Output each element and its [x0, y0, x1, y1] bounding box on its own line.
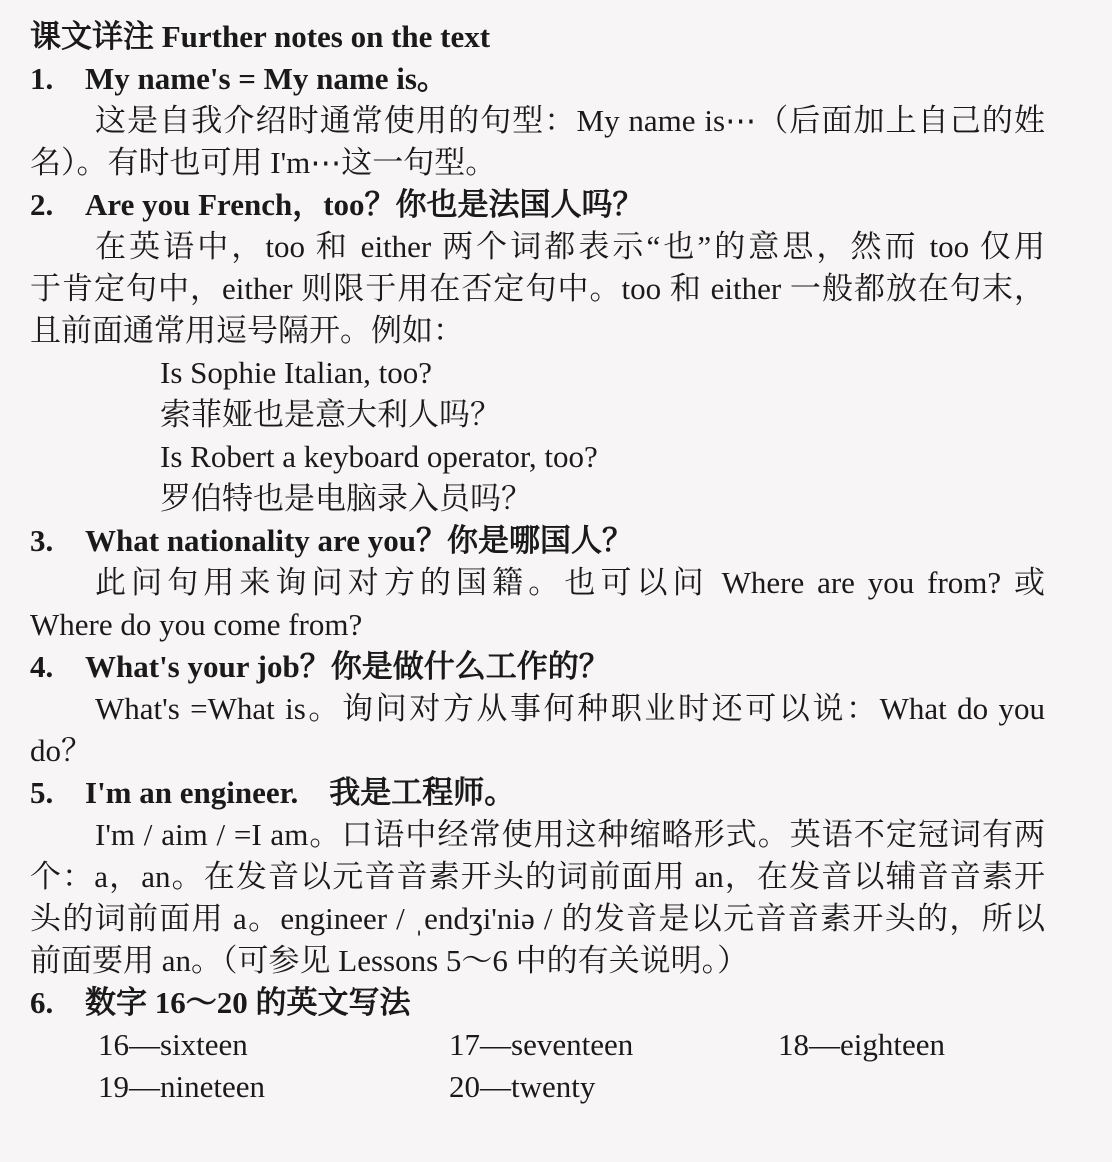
- body-line: 前面要用 an。（可参见 Lessons 5～6 中的有关说明。）: [30, 943, 749, 978]
- section-5-heading-text: I'm an engineer. 我是工程师。: [85, 775, 516, 810]
- example-line: 罗伯特也是电脑录入员吗？: [160, 481, 532, 516]
- number-pair: 20—twenty: [449, 1069, 596, 1104]
- numbers-row: [30, 1024, 1045, 1066]
- example-line: Is Sophie Italian, too?: [160, 355, 433, 390]
- body-line: 且前面通常用逗号隔开。例如：: [30, 313, 464, 348]
- section-2-number: 2.: [30, 187, 54, 222]
- body-line: What's =What is。询问对方从事何种职业时还可以说：What do you: [95, 691, 1045, 726]
- body-line: 此问句用来询问对方的国籍。也可以问 Where are you from? 或: [95, 565, 1045, 600]
- number-pair: 17—seventeen: [449, 1027, 634, 1062]
- body-line: I'm / aim / =I am。口语中经常使用这种缩略形式。英语不定冠词有两: [95, 817, 1045, 852]
- section-3-heading-text: What nationality are you？你是哪国人？: [85, 523, 633, 558]
- section-3-heading: [30, 520, 1045, 562]
- section-2-heading: [30, 184, 1045, 226]
- section-4-heading-text: What's your job？你是做什么工作的？: [85, 649, 610, 684]
- section-1-number: 1.: [30, 61, 54, 96]
- section-4-heading: [30, 646, 1045, 688]
- section-1-heading: [30, 58, 1045, 100]
- body-line: 在英语中，too 和 either 两个词都表示“也”的意思，然而 too 仅用: [95, 229, 1045, 264]
- numbers-row: [30, 1066, 1045, 1108]
- body-line: 这是自我介绍时通常使用的句型：My name is⋯（后面加上自己的姓: [95, 103, 1045, 138]
- body-line: 名）。有时也可用 I'm⋯这一句型。: [30, 145, 497, 180]
- section-4-number: 4.: [30, 649, 54, 684]
- section-5-heading: [30, 772, 1045, 814]
- section-2-heading-text: Are you French，too？你也是法国人吗？: [85, 187, 644, 222]
- example-line: Is Robert a keyboard operator, too?: [160, 439, 598, 474]
- body-line: Where do you come from?: [30, 607, 363, 642]
- section-3-number: 3.: [30, 523, 54, 558]
- number-pair: 19—nineteen: [98, 1069, 266, 1104]
- body-line: 于肯定句中，either 则限于用在否定句中。too 和 either 一般都放在句末，: [30, 271, 1045, 306]
- body-line: 个：a，an。在发音以元音音素开头的词前面用 an，在发音以辅音音素开: [30, 859, 1045, 894]
- body-line: do？: [30, 733, 92, 768]
- section-5-number: 5.: [30, 775, 54, 810]
- number-pair: 18—eighteen: [778, 1027, 946, 1062]
- section-6-heading: [30, 982, 1045, 1024]
- page-title: 课文详注 Further notes on the text: [30, 19, 491, 54]
- body-line: 头的词前面用 a。engineer / ˌendʒi'niə / 的发音是以元音音素开头的，所以: [30, 901, 1045, 936]
- section-1-heading-text: My name's = My name is。: [85, 61, 448, 96]
- section-6-heading-text: 数字 16～20 的英文写法: [85, 985, 411, 1020]
- number-pair: 16—sixteen: [98, 1027, 248, 1062]
- example-line: 索菲娅也是意大利人吗？: [160, 397, 501, 432]
- section-6-number: 6.: [30, 985, 54, 1020]
